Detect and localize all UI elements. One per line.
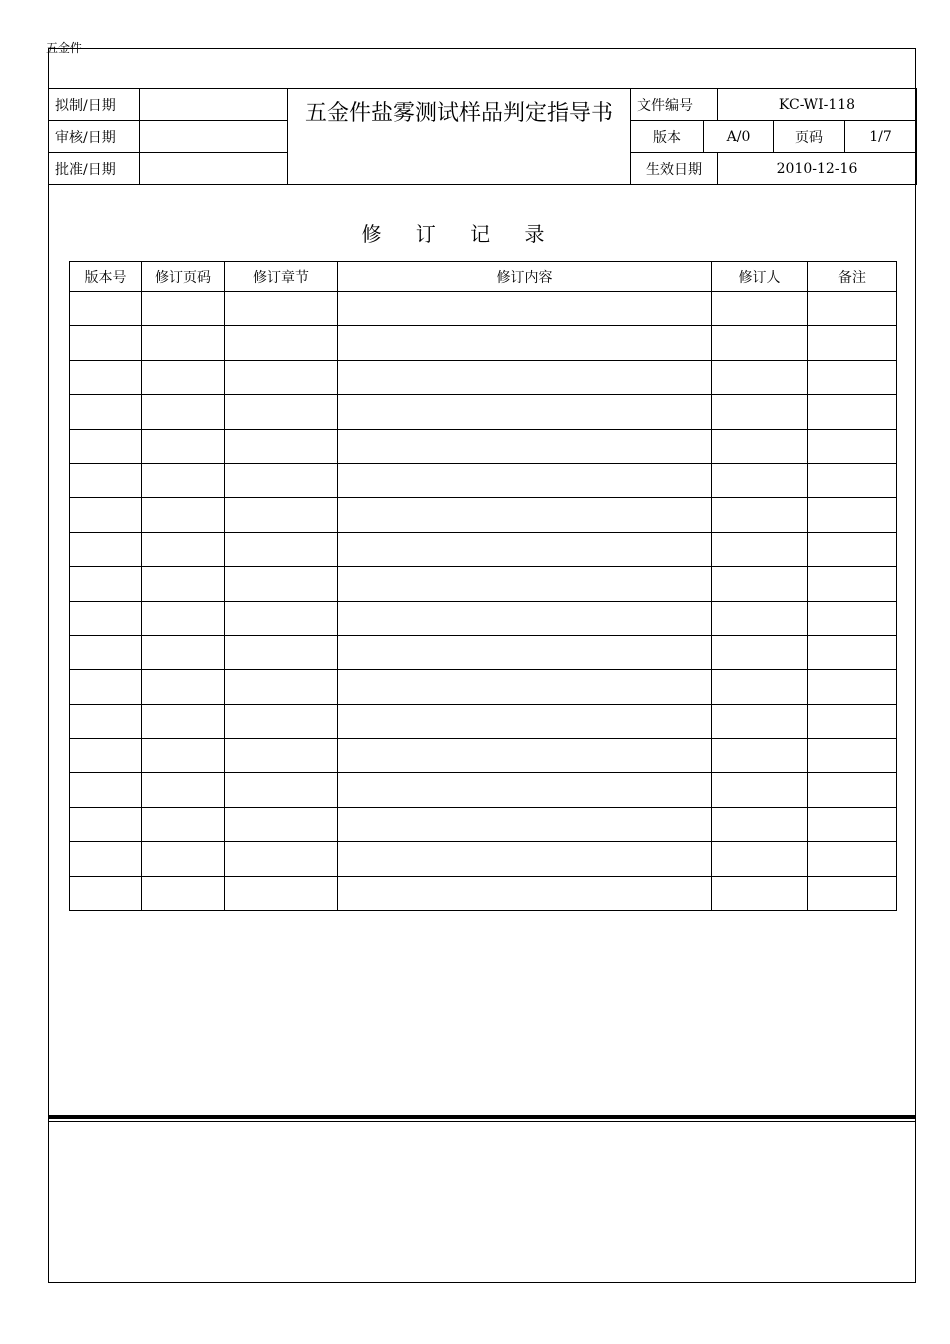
table-cell [142,429,225,463]
table-cell [712,601,808,635]
table-cell [808,842,897,876]
table-cell [225,463,338,497]
table-row [70,635,897,669]
table-cell [338,773,712,807]
table-cell [712,876,808,910]
table-cell [70,463,142,497]
table-cell [142,739,225,773]
table-cell [142,807,225,841]
table-cell [808,429,897,463]
approved-value [140,153,288,185]
table-cell [225,360,338,394]
version-value: A/0 [704,121,774,153]
version-label: 版本 [631,121,704,153]
table-row [70,429,897,463]
table-cell [338,292,712,326]
table-cell [808,704,897,738]
table-cell [338,463,712,497]
table-cell [808,739,897,773]
table-cell [338,601,712,635]
table-cell [808,292,897,326]
table-cell [808,567,897,601]
table-cell [338,876,712,910]
table-cell [712,292,808,326]
table-cell [338,532,712,566]
table-row [70,532,897,566]
table-row [70,360,897,394]
table-cell [70,635,142,669]
drafted-value [140,89,288,121]
table-row [70,601,897,635]
drafted-label: 拟制/日期 [49,89,140,121]
table-cell [712,360,808,394]
footer-thick-rule [48,1115,916,1119]
table-cell [225,429,338,463]
table-cell [70,670,142,704]
table-cell [142,463,225,497]
table-cell [712,463,808,497]
table-cell [70,773,142,807]
table-cell [808,670,897,704]
corner-label: 五金件 [46,41,83,55]
table-cell [808,635,897,669]
table-cell [338,360,712,394]
revision-table [69,261,897,911]
table-row [70,807,897,841]
table-cell [712,842,808,876]
table-cell [338,326,712,360]
table-cell [142,842,225,876]
table-cell [808,498,897,532]
table-cell [142,532,225,566]
table-cell [338,498,712,532]
table-cell [70,498,142,532]
table-cell [142,395,225,429]
table-cell [808,807,897,841]
table-cell [338,567,712,601]
table-cell [70,601,142,635]
table-cell [808,773,897,807]
table-cell [338,739,712,773]
table-cell [225,739,338,773]
table-cell [225,807,338,841]
table-cell [338,842,712,876]
table-cell [70,395,142,429]
table-cell [70,807,142,841]
table-cell [808,876,897,910]
table-cell [70,326,142,360]
table-cell [225,670,338,704]
table-cell [808,532,897,566]
revision-column-header: 版本号 [70,262,142,292]
table-cell [142,292,225,326]
table-cell [142,876,225,910]
table-cell [70,532,142,566]
revision-column-header: 修订人 [712,262,808,292]
table-row [70,567,897,601]
table-cell [338,807,712,841]
table-cell [225,773,338,807]
table-row [70,842,897,876]
table-cell [70,739,142,773]
effective-date-value: 2010-12-16 [718,153,917,185]
table-cell [142,498,225,532]
table-row [70,876,897,910]
table-cell [142,601,225,635]
table-cell [225,395,338,429]
table-cell [225,532,338,566]
page-label: 页码 [774,121,845,153]
table-cell [338,670,712,704]
table-cell [225,601,338,635]
table-cell [712,567,808,601]
table-row [70,704,897,738]
table-row [70,292,897,326]
table-row [70,773,897,807]
table-cell [712,670,808,704]
table-cell [338,635,712,669]
table-cell [70,876,142,910]
table-cell [712,498,808,532]
header-table [48,88,917,185]
table-cell [70,704,142,738]
table-row [70,739,897,773]
revision-column-header: 修订章节 [225,262,338,292]
table-cell [70,292,142,326]
table-cell [225,635,338,669]
table-cell [712,429,808,463]
table-cell [225,567,338,601]
doc-number-value: KC-WI-118 [718,89,917,121]
table-cell [808,326,897,360]
table-cell [142,360,225,394]
approved-label: 批准/日期 [49,153,140,185]
table-cell [225,326,338,360]
table-row [70,395,897,429]
table-cell [712,773,808,807]
table-cell [712,395,808,429]
doc-number-label: 文件编号 [631,89,718,121]
table-row [70,463,897,497]
table-row [70,326,897,360]
table-cell [712,739,808,773]
table-cell [808,395,897,429]
table-row [70,498,897,532]
table-cell [712,807,808,841]
table-row [70,670,897,704]
table-cell [712,532,808,566]
document-title: 五金件盐雾测试样品判定指导书 [288,89,631,185]
revision-column-header: 修订内容 [338,262,712,292]
table-cell [225,876,338,910]
table-cell [225,498,338,532]
table-cell [70,567,142,601]
table-cell [70,360,142,394]
revision-column-header: 备注 [808,262,897,292]
table-cell [712,326,808,360]
table-cell [338,429,712,463]
table-cell [142,326,225,360]
page-value: 1/7 [845,121,917,153]
table-cell [142,670,225,704]
revision-column-header: 修订页码 [142,262,225,292]
table-cell [142,704,225,738]
reviewed-value [140,121,288,153]
table-cell [338,704,712,738]
table-cell [142,635,225,669]
table-cell [225,292,338,326]
table-cell [70,429,142,463]
table-cell [712,704,808,738]
table-cell [142,773,225,807]
revision-record-title: 修 订 记 录 [361,222,559,246]
footer-thin-rule [48,1121,916,1122]
effective-date-label: 生效日期 [631,153,718,185]
table-cell [808,601,897,635]
table-cell [225,842,338,876]
table-cell [712,635,808,669]
table-cell [225,704,338,738]
table-cell [808,360,897,394]
table-cell [808,463,897,497]
table-cell [142,567,225,601]
table-cell [338,395,712,429]
table-cell [70,842,142,876]
reviewed-label: 审核/日期 [49,121,140,153]
